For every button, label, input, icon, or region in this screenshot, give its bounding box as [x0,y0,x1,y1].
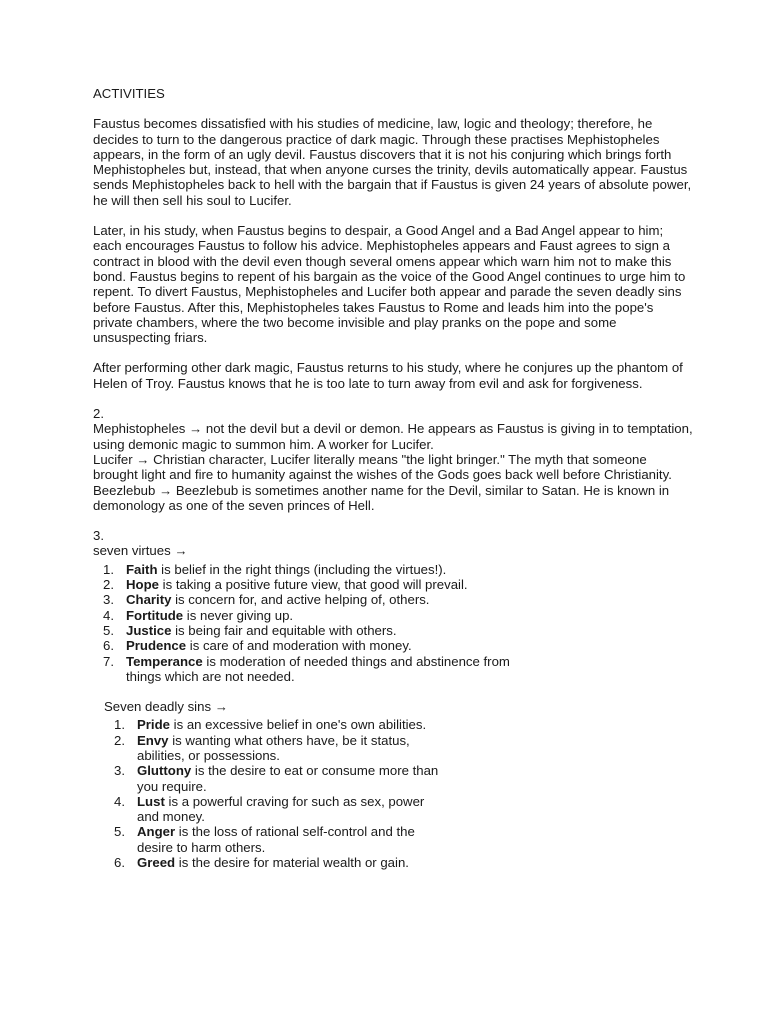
item-number: 4. [114,793,125,809]
item-number: 3. [114,763,125,779]
list-item [104,733,449,764]
item-term: Gluttony [137,763,192,779]
item-term: Pride [137,717,170,733]
item-number: 1. [114,717,125,733]
item-description: is the desire to eat or consume more than you require. [137,763,439,794]
item-description: is belief in the right things (including the virtues!). [157,561,447,577]
section-2 [93,406,693,513]
item-description: is taking a positive future view, that good will prevail. [158,577,468,593]
deadly-sins-section [104,699,693,870]
item-number: 5. [114,824,125,840]
virtues-list [93,562,693,684]
paragraph-2: Later, in his study, when Faustus begins to despair, a Good Angel and a Bad Angel appear to him; each encourages Faustus to follow his advice. Mephistopheles appears and Faust agrees to sign a contract in blood with the devil even though several omens appear which warn him not to make this bond. Faustus begins to repent of his bargain as the voice of the Good Angel continues to urge him to repent. To divert Faustus, Mephistopheles and Lucifer both appear and parade the seven deadly sins before Faustus. After this, Mephistopheles takes Faustus to Rome and leads him into the pope's private chambers, where the two become invisible and play pranks on the pope and some unsuspecting friars. [93,223,686,346]
item-term: Greed [137,855,176,871]
entry-beezlebub: Beezlebub → Beezlebub is sometimes another name for the Devil, similar to Satan. He is known in demonology as one of the seven princes of Hell. [93,482,670,513]
item-description: is an excessive belief in one's own abilities. [169,717,427,733]
virtues-title: seven virtues → [93,543,188,559]
item-term: Faith [126,561,158,577]
list-item [93,592,693,607]
item-number: 2. [103,577,114,593]
item-number: 1. [103,561,114,577]
item-description: is a powerful craving for such as sex, power and money. [137,793,425,825]
item-number: 3. [103,592,114,608]
item-description: is never giving up. [183,607,294,623]
item-description: is care of and moderation with money. [186,638,412,654]
list-item [93,562,693,577]
item-number: 6. [103,638,114,654]
section-3 [93,528,693,870]
list-item [93,623,693,638]
list-item [93,608,693,623]
sins-list [104,717,449,870]
item-term: Temperance [126,653,203,669]
item-term: Justice [126,622,172,638]
sins-title: Seven deadly sins → [104,699,228,715]
item-description: is the desire for material wealth or gain. [175,855,409,871]
list-item [104,794,449,825]
document-heading: ACTIVITIES [93,86,165,101]
item-description: is moderation of needed things and abstinence from things which are not needed. [126,653,510,684]
item-number: 6. [114,855,125,871]
item-description: is the loss of rational self-control and the desire to harm others. [137,824,415,855]
section-3-number: 3. [93,528,104,544]
item-term: Prudence [126,638,187,654]
list-item [104,855,449,870]
item-term: Envy [137,732,169,748]
item-number: 7. [103,653,114,669]
item-description: is being fair and equitable with others. [171,622,397,638]
item-term: Hope [126,577,159,593]
list-item [104,824,449,855]
item-term: Anger [137,824,176,840]
section-2-number: 2. [93,406,104,422]
paragraph-1: Faustus becomes dissatisfied with his studies of medicine, law, logic and theology; therefore, he decides to turn to the dangerous practice of dark magic. Through these practises Mephistopheles appears, in the form of an ugly devil. Faustus discovers that it is not his conjuring which brings forth Mephistopheles but, instead, that when anyone curses the trinity, devils automatically appear. Faustus sends Mephistopheles back to hell with the bargain that if Faustus is given 24 years of absolute power, he will then sell his soul to Lucifer. [93,116,692,208]
entry-mephistopheles: Mephistopheles → not the devil but a devil or demon. He appears as Faustus is giving in to temptation, using demonic magic to summon him. A worker for Lucifer. [93,421,693,452]
item-number: 4. [103,607,114,623]
list-item [104,717,449,732]
list-item [93,654,546,685]
list-item [93,638,693,653]
item-description: is wanting what others have, be it status, abilities, or possessions. [137,732,410,763]
item-description: is concern for, and active helping of, others. [171,592,430,608]
item-number: 2. [114,732,125,748]
item-term: Lust [137,793,165,809]
entry-lucifer: Lucifer → Christian character, Lucifer literally means "the light bringer." The myth that someone brought light and fire to humanity against the wishes of the Gods goes back well before Christianity. [93,451,672,483]
item-number: 5. [103,622,114,638]
paragraph-3: After performing other dark magic, Faustus returns to his study, where he conjures up the phantom of Helen of Troy. Faustus knows that he is too late to turn away from evil and ask for forgiveness. [93,360,683,391]
item-term: Charity [126,592,172,608]
item-term: Fortitude [126,607,184,623]
document-page [93,86,693,870]
list-item [104,763,449,794]
list-item [93,577,693,592]
